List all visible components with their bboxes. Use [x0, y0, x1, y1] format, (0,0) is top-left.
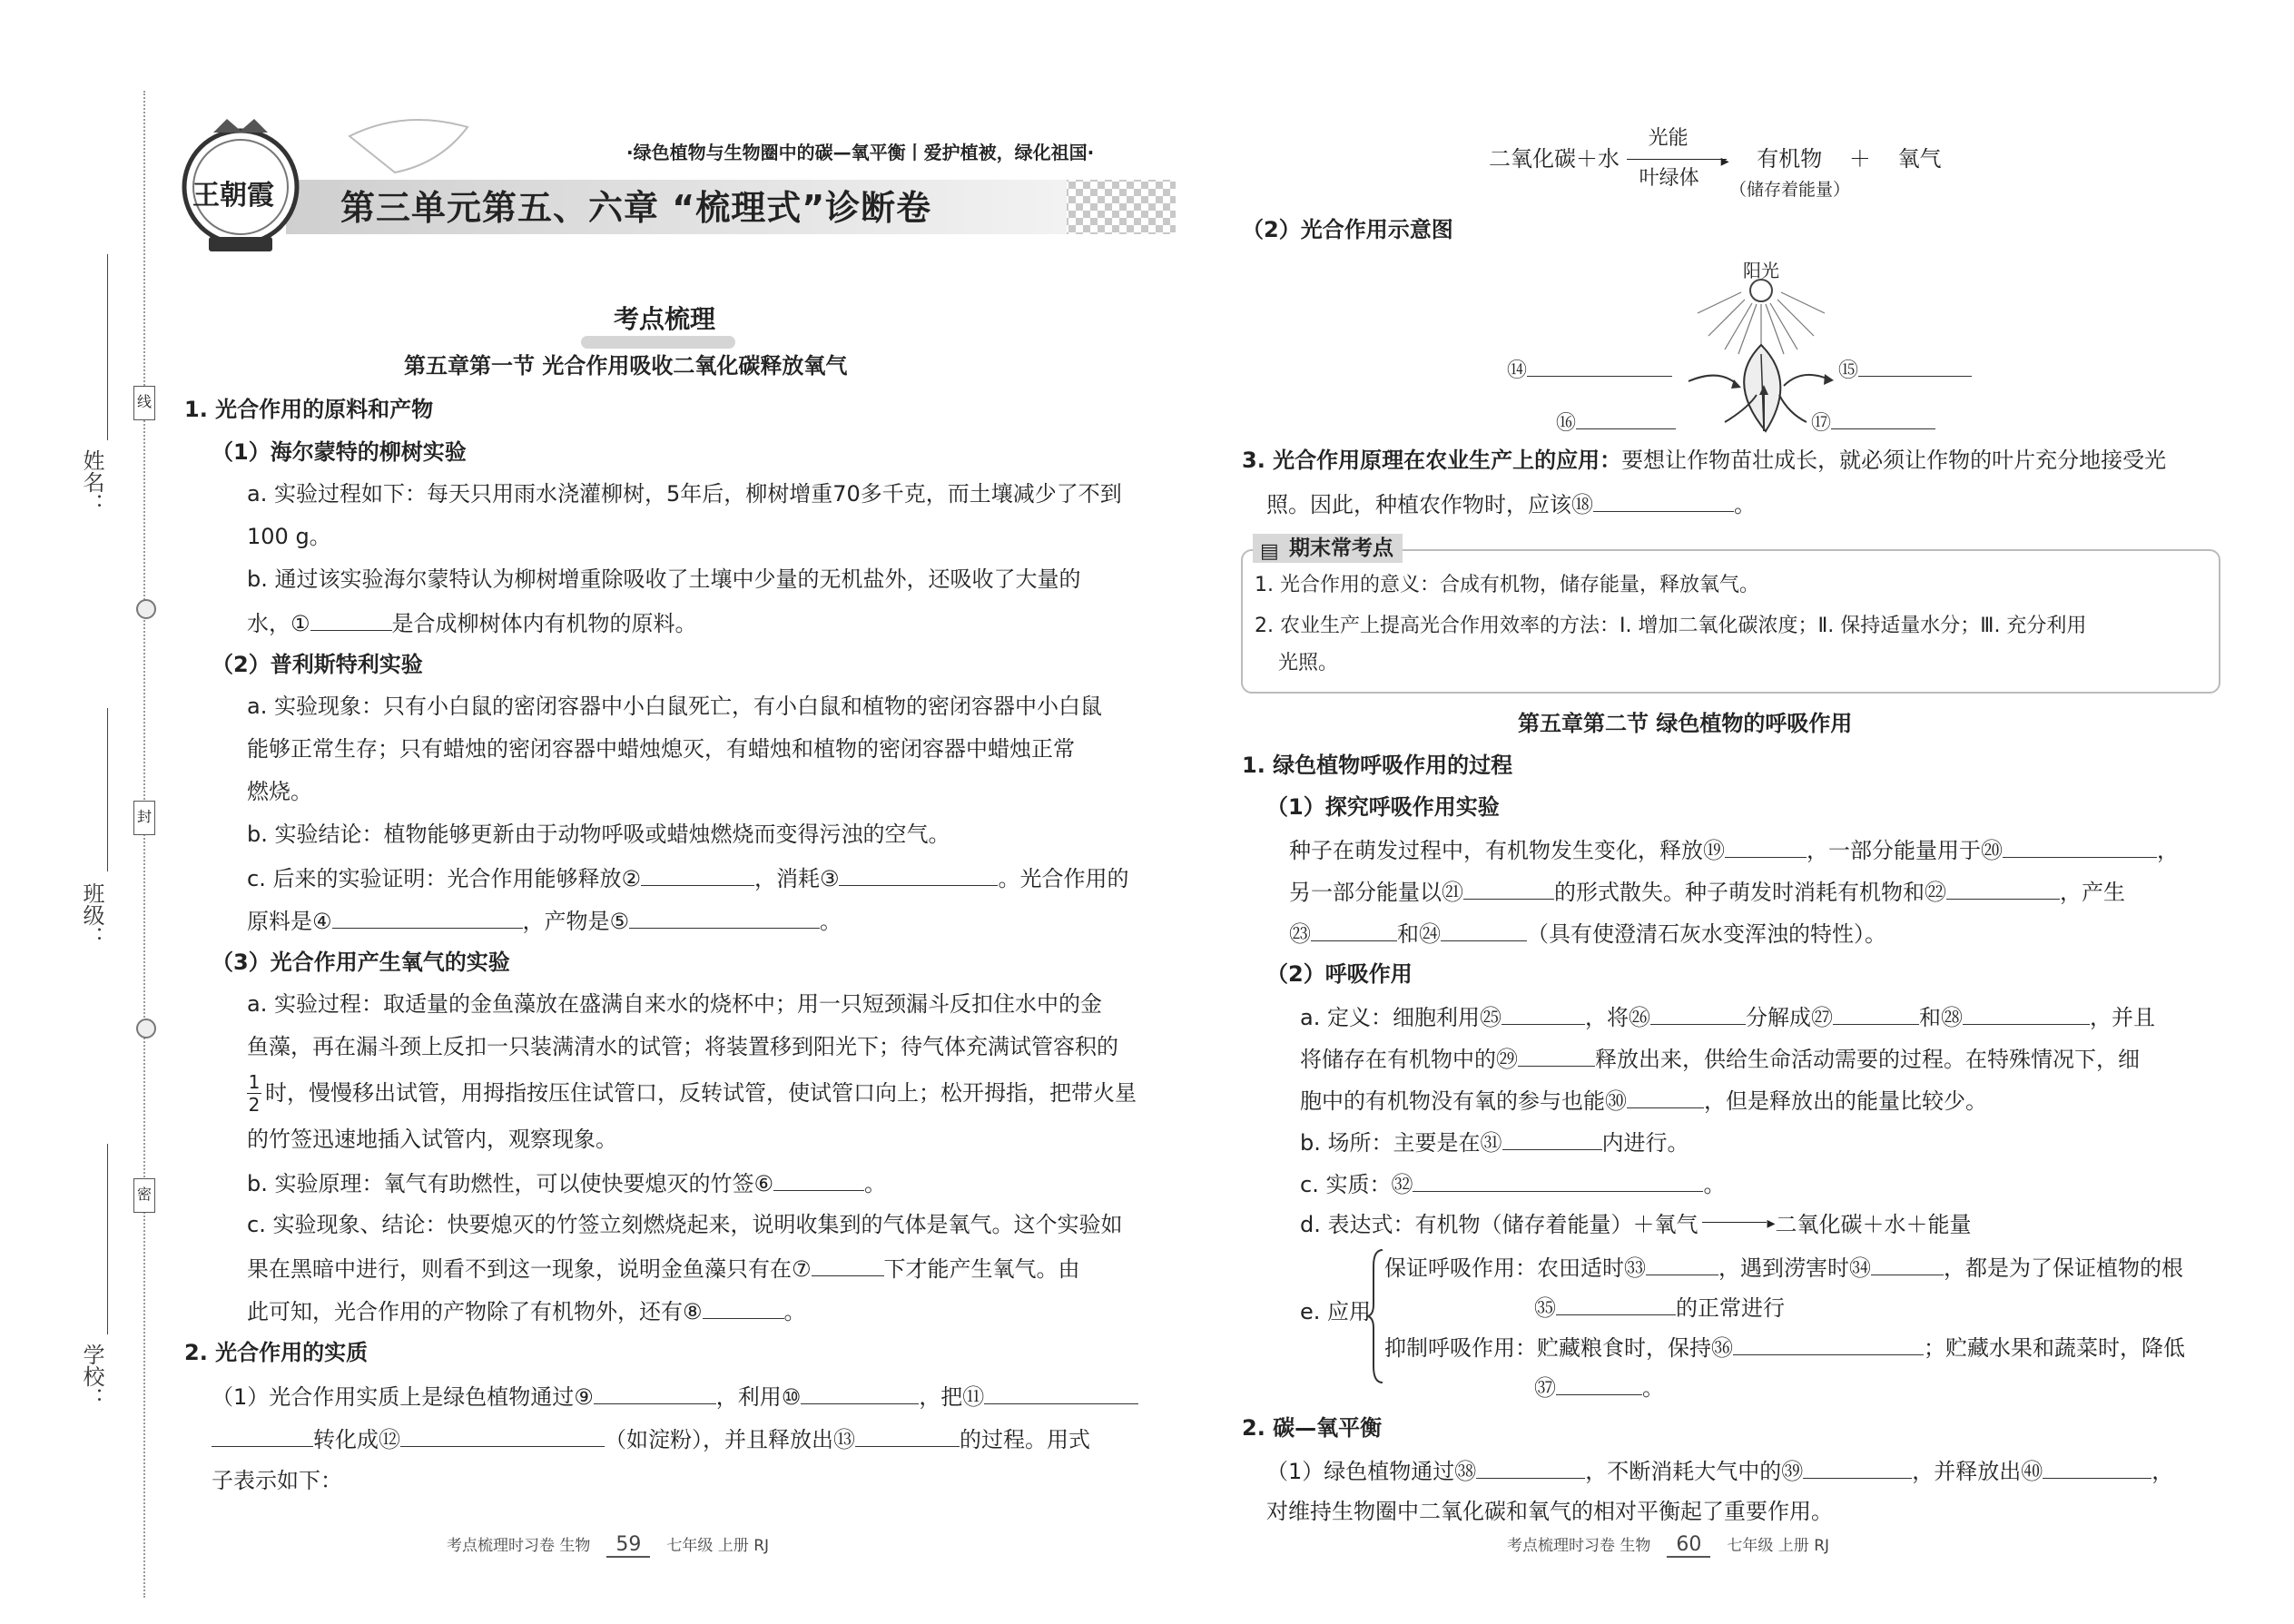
- text-line: d. 表达式：有机物（储存着能量）＋氧气 ▸ 二氧化碳＋水＋能量: [1300, 1212, 1972, 1237]
- eq-condition-light: 光能: [1648, 127, 1689, 150]
- text-line: 时，慢慢移出试管，用拇指按压住试管口，反转试管，使试管口向上；松开拇指，把带火星: [265, 1080, 1137, 1106]
- answer-blank-10[interactable]: [801, 1380, 919, 1404]
- answer-blank-33[interactable]: [1646, 1251, 1718, 1275]
- text-line: 另一部分能量以㉑ 的形式散失。种子萌发时消耗有机物和㉒ ，产生: [1289, 875, 2125, 908]
- text-line: 2. 农业生产上提高光合作用效率的方法：Ⅰ. 增加二氧化碳浓度；Ⅱ. 保持适量水分；Ⅲ. 充分利用: [1255, 615, 2087, 637]
- diagram-label-num: ⑯: [1556, 412, 1577, 435]
- footer-left-suffix: 七年级 上册 RJ: [666, 1537, 770, 1555]
- text-line: 将储存在有机物中的㉙ 释放出来，供给生命活动需要的过程。在特殊情况下，细: [1300, 1042, 2140, 1075]
- footer-right: [1507, 1532, 1829, 1558]
- eq-product-note: （储存着能量）: [1729, 180, 1851, 200]
- text-line: 水，① 是合成柳树体内有机物的原料。: [247, 606, 697, 639]
- answer-blank-20[interactable]: [2003, 833, 2157, 858]
- eq-arrow: [1627, 127, 1734, 190]
- book-icon: ▤: [1260, 540, 1279, 563]
- logo-text: 王朝霞: [192, 180, 274, 212]
- seal-char-mi: 密: [133, 1178, 155, 1213]
- diagram-label-num: ⑰: [1811, 412, 1832, 435]
- binding-hole: [136, 1019, 156, 1038]
- reaction-arrow: ▸: [1698, 1214, 1776, 1232]
- brace-icon: [1366, 1248, 1384, 1384]
- text-line: 的竹签迅速地插入试管内，观察现象。: [247, 1127, 617, 1152]
- text-line: 3. 光合作用原理在农业生产上的应用：要想让作物苗壮成长，就必须让作物的叶片充分地接受光: [1242, 448, 2167, 473]
- binding-dotted-line: [143, 91, 145, 1598]
- text-line: 原料是④ ，产物是⑤ 。: [247, 904, 842, 937]
- r-q1-1-heading: （1）探究呼吸作用实验: [1266, 794, 1500, 820]
- footer-right-suffix: 七年级 上册 RJ: [1727, 1537, 1830, 1555]
- section-title-underlay: [581, 336, 735, 349]
- fraction-one-half: [247, 1071, 261, 1116]
- section-title: 考点梳理: [614, 304, 716, 334]
- text-line: 对维持生物圈中二氧化碳和氧气的相对平衡起了重要作用。: [1266, 1499, 1833, 1524]
- answer-blank-26[interactable]: [1650, 1000, 1746, 1025]
- application-label: e. 应用: [1300, 1299, 1372, 1324]
- answer-blank-31[interactable]: [1502, 1126, 1602, 1150]
- text-line: 抑制呼吸作用：贮藏粮食时，保持㊱ ；贮藏水果和蔬菜时，降低: [1384, 1331, 2185, 1363]
- answer-blank-6[interactable]: [773, 1166, 864, 1191]
- text-line: ㉟ 的正常进行: [1534, 1291, 1785, 1324]
- text-line: a. 定义：细胞利用㉕ ，将㉖ 分解成㉗ 和㉘ ，并且: [1300, 1000, 2155, 1033]
- answer-blank-21[interactable]: [1463, 875, 1554, 900]
- text-line: 燃烧。: [247, 779, 312, 804]
- name-label: 姓名：: [79, 449, 104, 515]
- answer-blank-40[interactable]: [2043, 1454, 2151, 1479]
- eq-plus: ＋: [1848, 146, 1871, 172]
- answer-blank-25[interactable]: [1501, 1000, 1585, 1025]
- text-line: c. 实验现象、结论：快要熄灭的竹签立刻燃烧起来，说明收集到的气体是氧气。这个实验如: [247, 1212, 1123, 1237]
- q1-1-heading: （1）海尔蒙特的柳树实验: [212, 439, 467, 465]
- diagram-title: （2）光合作用示意图: [1242, 217, 1453, 242]
- answer-blank-23[interactable]: [1311, 917, 1397, 941]
- answer-blank-32[interactable]: [1413, 1167, 1703, 1192]
- fraction-numerator: 1: [248, 1071, 261, 1093]
- answer-blank-9[interactable]: [594, 1380, 716, 1404]
- text-line: 种子在萌发过程中，有机物发生变化，释放⑲ ，一部分能量用于⑳ ，: [1289, 833, 2179, 866]
- answer-blank-15[interactable]: [1858, 352, 1972, 377]
- answer-blank-34[interactable]: [1871, 1251, 1944, 1275]
- header-slogan: ·绿色植物与生物圈中的碳—氧平衡丨爱护植被，绿化祖国·: [626, 142, 1095, 163]
- answer-blank-38[interactable]: [1476, 1454, 1585, 1479]
- fraction-denominator: 2: [248, 1094, 261, 1116]
- text-line: 果在黑暗中进行，则看不到这一现象，说明金鱼藻只有在⑦ 下才能产生氧气。由: [247, 1252, 1080, 1284]
- answer-blank-22[interactable]: [1946, 875, 2060, 900]
- text-line: b. 通过该实验海尔蒙特认为柳树增重除吸收了土壤中少量的无机盐外，还吸收了大量的: [247, 566, 1081, 592]
- text-line: b. 实验结论：植物能够更新由于动物呼吸或蜡烛燃烧而变得污浊的空气。: [247, 822, 950, 847]
- answer-blank-4[interactable]: [332, 904, 523, 929]
- q1-3-heading: （3）光合作用产生氧气的实验: [212, 950, 510, 975]
- exam-points-tag: [1253, 534, 1403, 563]
- answer-blank-1[interactable]: [310, 606, 392, 631]
- text-line: 此可知，光合作用的产物除了有机物外，还有⑧ 。: [247, 1294, 806, 1327]
- text-line: 胞中的有机物没有氧的参与也能㉚ ，但是释放出的能量比较少。: [1300, 1084, 1987, 1117]
- text-line: a. 实验过程：取适量的金鱼藻放在盛满自来水的烧杯中；用一只短颈漏斗反扣住水中的金: [247, 991, 1102, 1017]
- answer-blank-19[interactable]: [1725, 833, 1807, 858]
- answer-blank-30[interactable]: [1627, 1084, 1704, 1108]
- diagram-label-num: ⑮: [1838, 359, 1859, 382]
- text-line: c. 实质：㉜ 。: [1300, 1167, 1725, 1200]
- answer-blank-7[interactable]: [812, 1252, 884, 1276]
- diagram-label-14: [1507, 352, 1672, 387]
- school-label: 学校：: [79, 1343, 104, 1409]
- text-line: 照。因此，种植农作物时，应该⑱ 。: [1266, 487, 1756, 520]
- sun-icon: [1750, 280, 1772, 301]
- text-line: ㊲ 。: [1534, 1371, 1664, 1403]
- answer-blank-29[interactable]: [1518, 1042, 1595, 1067]
- eq-product-oxygen: 氧气: [1897, 146, 1942, 172]
- chapter2-title: 第五章第二节 绿色植物的呼吸作用: [1518, 711, 1853, 736]
- seal-char-xian: 线: [133, 386, 155, 420]
- text-line: b. 实验原理：氧气有助燃性，可以使快要熄灭的竹签⑥ 。: [247, 1166, 886, 1199]
- answer-blank-39[interactable]: [1803, 1454, 1912, 1479]
- text-line: 转化成⑫ （如淀粉），并且释放出⑬ 的过程。用式: [212, 1422, 1090, 1455]
- eq-arrow-head: ▸: [1720, 152, 1729, 171]
- answer-blank-5[interactable]: [629, 904, 820, 929]
- binding-hole: [136, 599, 156, 619]
- class-label: 班级：: [79, 882, 104, 948]
- answer-blank-18[interactable]: [1593, 487, 1734, 512]
- text-line: 光照。: [1278, 652, 1339, 674]
- r-q2-heading: 2. 碳—氧平衡: [1242, 1415, 1383, 1441]
- footer-left-prefix: 考点梳理时习卷 生物: [447, 1537, 591, 1555]
- text-line: （1）绿色植物通过㊳ ，不断消耗大气中的㊴ ，并释放出㊵ ，: [1266, 1454, 2173, 1487]
- name-field[interactable]: [107, 254, 108, 440]
- text-line: a. 实验过程如下：每天只用雨水浇灌柳树，5年后，柳树增重70多千克，而土壤减少了不到: [247, 481, 1122, 507]
- text-line: 保证呼吸作用：农田适时㉝ ，遇到涝害时㉞ ，都是为了保证植物的根: [1384, 1251, 2183, 1284]
- text-line: b. 场所：主要是在㉛ 内进行。: [1300, 1126, 1689, 1158]
- q1-2-heading: （2）普利斯特利实验: [212, 652, 423, 677]
- answer-blank-13[interactable]: [855, 1422, 960, 1447]
- eq-reactants: 二氧化碳＋水: [1489, 146, 1620, 172]
- text-line: 能够正常生存；只有蜡烛的密闭容器中蜡烛熄灭，有蜡烛和植物的密闭容器中蜡烛正常: [247, 736, 1075, 762]
- text-line: c. 后来的实验证明：光合作用能够释放② ，消耗③ 。光合作用的: [247, 861, 1128, 894]
- answer-blank-35[interactable]: [1556, 1291, 1676, 1315]
- eq-condition-chloroplast: 叶绿体: [1639, 167, 1699, 190]
- school-field[interactable]: [107, 1144, 108, 1334]
- page-number-right: 60: [1667, 1533, 1710, 1558]
- answer-blank-24[interactable]: [1441, 917, 1527, 941]
- answer-blank-37[interactable]: [1556, 1371, 1642, 1395]
- text-line: 子表示如下：: [212, 1468, 342, 1493]
- page-title: 第三单元第五、六章 “梳理式”诊断卷: [340, 188, 932, 228]
- q1-heading: 1. 光合作用的原料和产物: [184, 397, 434, 422]
- answer-blank-8[interactable]: [703, 1294, 784, 1319]
- eq-product-organic: 有机物: [1757, 146, 1823, 172]
- text-line: 100 g。: [247, 524, 331, 549]
- seal-char-feng: 封: [133, 801, 155, 835]
- answer-blank-36[interactable]: [1733, 1331, 1924, 1355]
- answer-blank-14[interactable]: [1527, 352, 1672, 377]
- text-line: 1. 光合作用的意义：合成有机物，储存能量，释放氧气。: [1255, 574, 1759, 596]
- answer-blank-28[interactable]: [1963, 1000, 2090, 1025]
- diagram-sun-label: 阳光: [1743, 260, 1779, 281]
- answer-blank-12[interactable]: [400, 1422, 605, 1447]
- answer-blank-2[interactable]: [641, 861, 754, 886]
- page-number-left: 59: [606, 1533, 650, 1558]
- eq-arrow-line: [1627, 159, 1727, 160]
- text-line: （1）光合作用实质上是绿色植物通过⑨ ，利用⑩ ，把⑪: [212, 1380, 1138, 1412]
- class-field[interactable]: [107, 708, 108, 871]
- diagram-label-16: [1556, 405, 1676, 439]
- answer-blank-27[interactable]: [1833, 1000, 1919, 1025]
- footer-right-prefix: 考点梳理时习卷 生物: [1507, 1537, 1651, 1555]
- text-line: a. 实验现象：只有小白鼠的密闭容器中小白鼠死亡，有小白鼠和植物的密闭容器中小白鼠: [247, 694, 1102, 719]
- q2-heading: 2. 光合作用的实质: [184, 1340, 369, 1365]
- answer-blank-3[interactable]: [839, 861, 998, 886]
- answer-blank-11a[interactable]: [984, 1380, 1138, 1404]
- diagram-label-17: [1811, 405, 1935, 439]
- diagram-label-15: [1838, 352, 1972, 387]
- text-line: 鱼藻，再在漏斗颈上反扣一只装满清水的试管；将装置移到阳光下；待气体充满试管容积的: [247, 1034, 1118, 1059]
- r-q1-2-heading: （2）呼吸作用: [1266, 961, 1413, 987]
- footer-left: [447, 1532, 769, 1558]
- r-q1-heading: 1. 绿色植物呼吸作用的过程: [1242, 753, 1513, 778]
- text-line: ㉓ 和㉔ （具有使澄清石灰水变浑浊的特性）。: [1289, 917, 1886, 950]
- answer-blank-17[interactable]: [1831, 405, 1935, 429]
- answer-blank-11b[interactable]: [212, 1422, 313, 1447]
- diagram-label-num: ⑭: [1507, 359, 1528, 382]
- answer-blank-16[interactable]: [1576, 405, 1676, 429]
- exam-points-title: 期末常考点: [1289, 536, 1393, 560]
- chapter1-title: 第五章第一节 光合作用吸收二氧化碳释放氧气: [404, 353, 848, 379]
